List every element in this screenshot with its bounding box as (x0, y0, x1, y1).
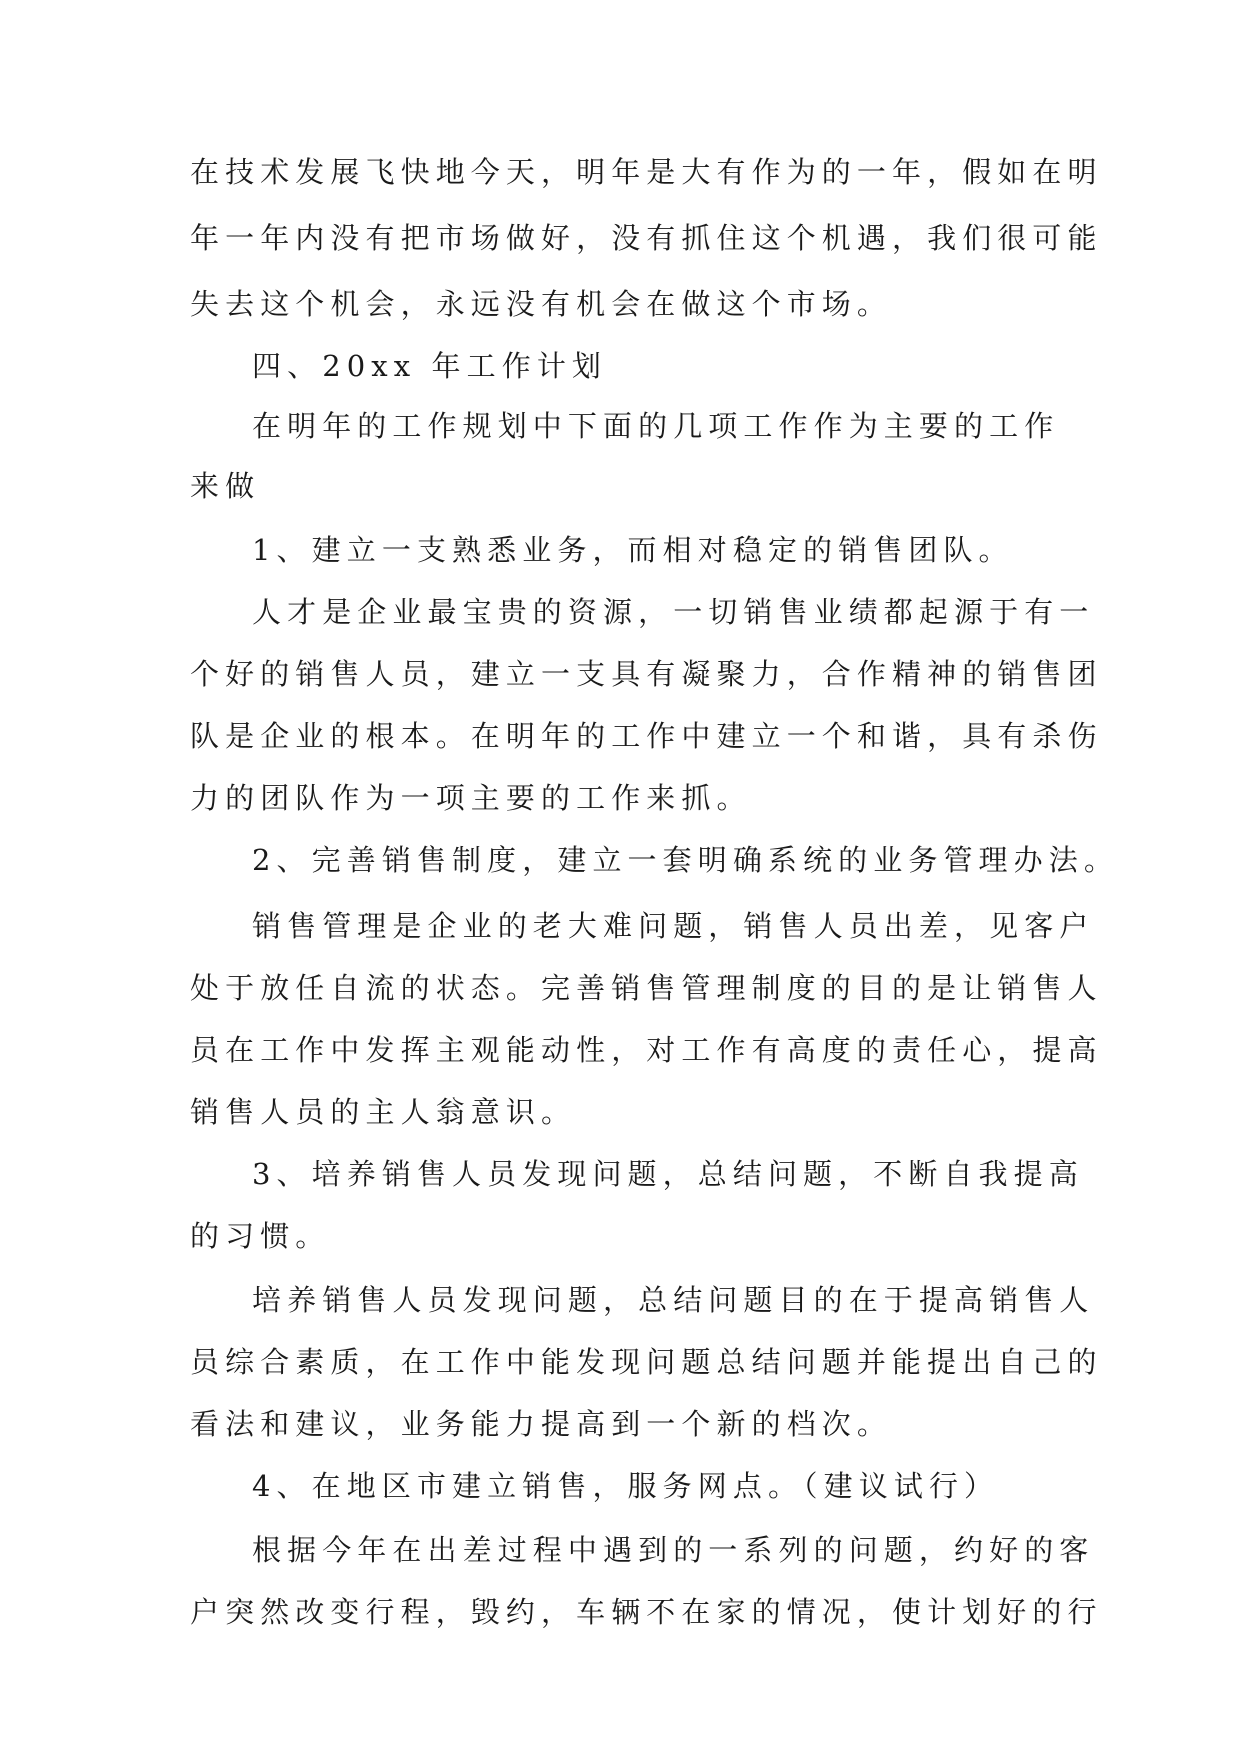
text-line: 看法和建议，业务能力提高到一个新的档次。 (190, 1407, 893, 1441)
text-line: 员综合素质，在工作中能发现问题总结问题并能提出自己的 (190, 1345, 1103, 1379)
list-item-heading: 2、完善销售制度，建立一套明确系统的业务管理办法。 (252, 843, 1119, 877)
text-line: 队是企业的根本。在明年的工作中建立一个和谐，具有杀伤 (190, 719, 1103, 753)
text-line: 在技术发展飞快地今天，明年是大有作为的一年，假如在明 (190, 155, 1103, 189)
list-item-heading: 4、在地区市建立销售，服务网点。（建议试行） (252, 1469, 1000, 1503)
text-line: 在明年的工作规划中下面的几项工作作为主要的工作 (252, 409, 1060, 443)
list-item-heading: 3、培养销售人员发现问题，总结问题，不断自我提高 (252, 1157, 1084, 1191)
text-line: 户突然改变行程，毁约，车辆不在家的情况，使计划好的行 (190, 1595, 1103, 1629)
text-line: 销售人员的主人翁意识。 (190, 1095, 577, 1129)
text-line: 销售管理是企业的老大难问题，销售人员出差，见客户 (252, 909, 1095, 943)
text-line: 处于放任自流的状态。完善销售管理制度的目的是让销售人 (190, 971, 1103, 1005)
text-line: 年一年内没有把市场做好，没有抓住这个机遇，我们很可能 (190, 221, 1103, 255)
text-line: 来做 (190, 469, 261, 503)
text-line: 员在工作中发挥主观能动性，对工作有高度的责任心，提高 (190, 1033, 1103, 1067)
text-line: 培养销售人员发现问题，总结问题目的在于提高销售人 (252, 1283, 1095, 1317)
text-line: 的习惯。 (190, 1219, 331, 1253)
list-item-heading: 1、建立一支熟悉业务，而相对稳定的销售团队。 (252, 533, 1014, 567)
text-line: 人才是企业最宝贵的资源，一切销售业绩都起源于有一 (252, 595, 1095, 629)
section-heading: 四、20xx 年工作计划 (252, 349, 608, 383)
text-line: 个好的销售人员，建立一支具有凝聚力，合作精神的销售团 (190, 657, 1103, 691)
text-line: 失去这个机会，永远没有机会在做这个市场。 (190, 287, 893, 321)
text-line: 根据今年在出差过程中遇到的一系列的问题，约好的客 (252, 1533, 1095, 1567)
text-line: 力的团队作为一项主要的工作来抓。 (190, 781, 752, 815)
